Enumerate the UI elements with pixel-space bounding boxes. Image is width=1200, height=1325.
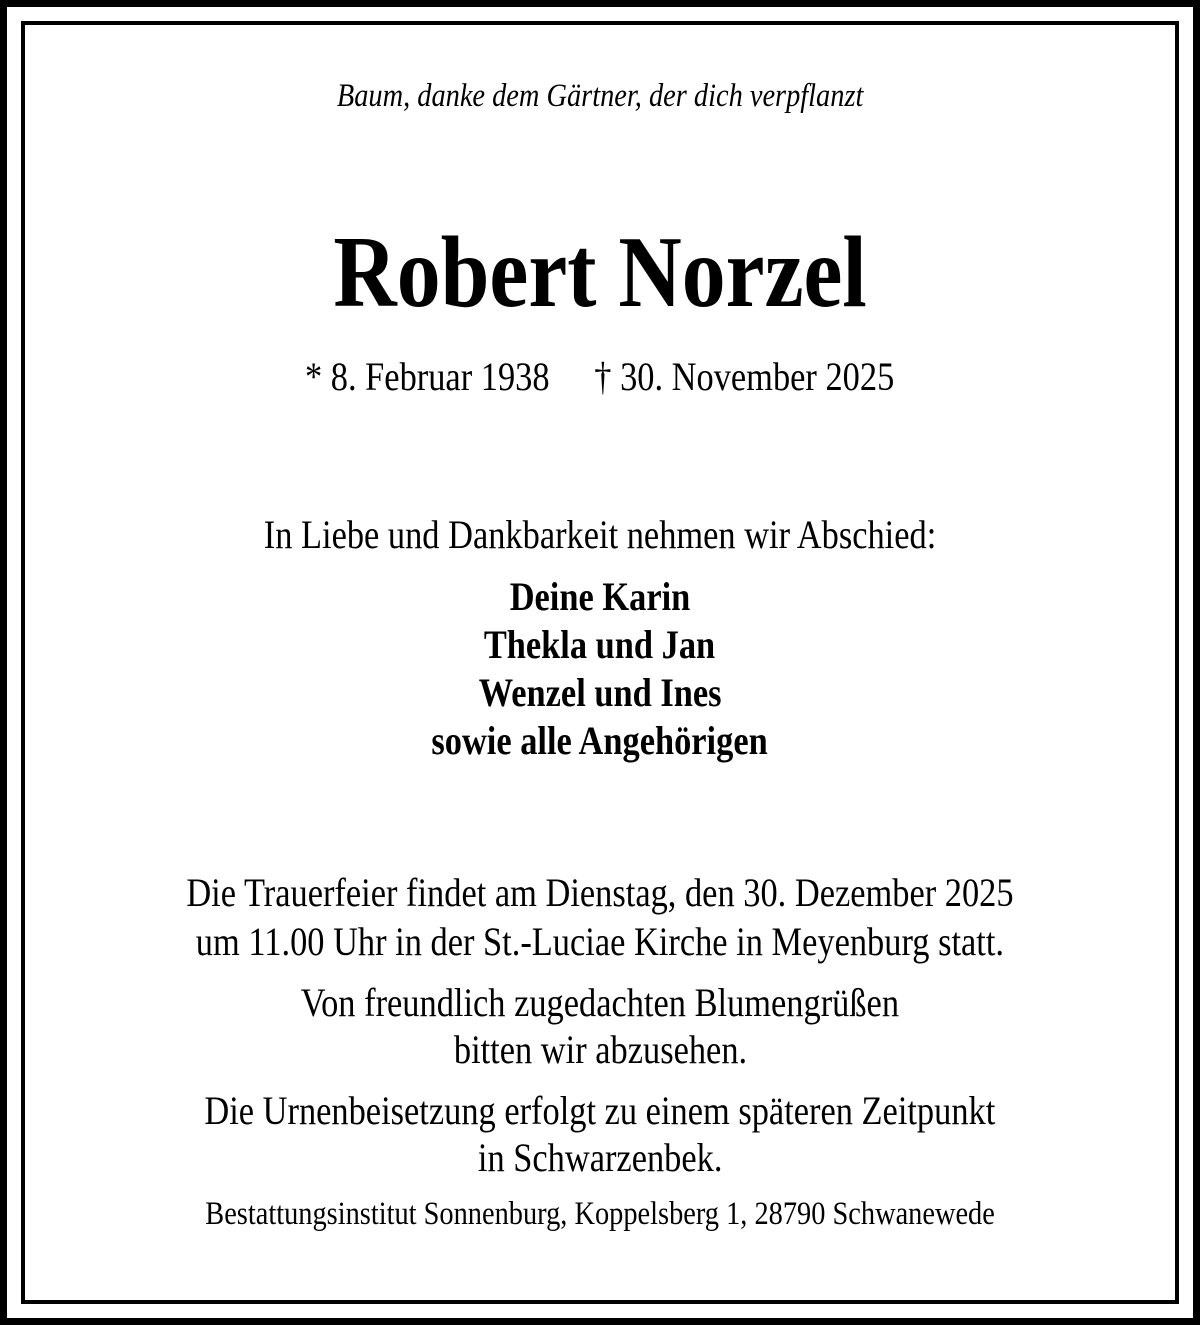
mourner-text: Wenzel und Ines xyxy=(478,670,722,715)
mourner-line xyxy=(0,718,1200,763)
flowers-text: Von freundlich zugedachten Blumengrüßen xyxy=(300,980,900,1025)
mourner-line xyxy=(0,622,1200,667)
flowers-text: bitten wir abzusehen. xyxy=(453,1027,747,1072)
ceremony-text: um 11.00 Uhr in der St.-Luciae Kirche in Meyenburg statt. xyxy=(195,919,1005,964)
flowers-line xyxy=(0,1027,1200,1072)
motto-text: Baum, danke dem Gärtner, der dich verpflanzt xyxy=(336,78,864,114)
funeral-home-text: Bestattungsinstitut Sonnenburg, Koppelsberg 1, 28790 Schwanewede xyxy=(205,1196,995,1232)
mourner-text: sowie alle Angehörigen xyxy=(431,718,769,763)
burial-line xyxy=(0,1088,1200,1133)
deceased-name xyxy=(0,216,1200,329)
ceremony-line xyxy=(0,870,1200,915)
deceased-name-text: Robert Norzel xyxy=(333,216,867,329)
burial-line xyxy=(0,1135,1200,1180)
motto xyxy=(0,80,1200,113)
farewell-intro-text: In Liebe und Dankbarkeit nehmen wir Abschied: xyxy=(263,512,937,557)
mourner-line xyxy=(0,670,1200,715)
ceremony-text: Die Trauerfeier findet am Dienstag, den 30. Dezember 2025 xyxy=(186,870,1014,915)
birth-date: 8. Februar 1938 xyxy=(331,354,550,399)
death-cross-icon: † xyxy=(594,354,612,399)
mourner-line xyxy=(0,574,1200,619)
mourner-text: Thekla und Jan xyxy=(484,622,716,667)
funeral-home xyxy=(0,1198,1200,1231)
life-dates-row xyxy=(305,354,895,399)
life-dates xyxy=(0,354,1200,399)
burial-text: Die Urnenbeisetzung erfolgt zu einem späteren Zeitpunkt xyxy=(204,1088,996,1133)
birth-star-icon: * xyxy=(305,354,323,399)
farewell-intro xyxy=(0,512,1200,557)
ceremony-line xyxy=(0,919,1200,964)
death-date: 30. November 2025 xyxy=(620,354,895,399)
flowers-line xyxy=(0,980,1200,1025)
burial-text: in Schwarzenbek. xyxy=(477,1135,723,1180)
mourner-text: Deine Karin xyxy=(509,574,691,619)
